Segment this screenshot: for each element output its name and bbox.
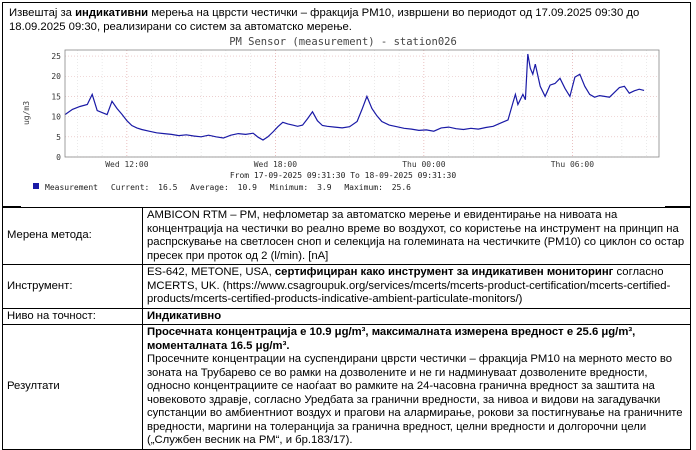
info-table xyxy=(2,207,691,450)
table-row-results xyxy=(3,325,691,450)
table-row-accuracy xyxy=(3,308,691,325)
y-tick-label: 15 xyxy=(51,92,61,102)
report-header-box xyxy=(2,2,691,207)
legend-average-value: 10.9 xyxy=(237,183,257,192)
instrument-label: Инструмент: xyxy=(3,265,143,309)
table-row-instrument xyxy=(3,265,691,309)
intro-text xyxy=(9,6,689,34)
results-summary: Просечната концентрација е 10.9 μg/m³, максималната измерена вредност е 25.6 μg/m³, моменталната 16.5 μg/m³. xyxy=(147,326,636,352)
y-tick-label: 5 xyxy=(56,132,61,142)
x-tick-label: Wed 18:00 xyxy=(253,160,298,169)
legend-current-value: 16.5 xyxy=(158,183,178,192)
intro-part-1: Извештај за xyxy=(9,7,76,19)
results-value xyxy=(143,325,691,450)
instrument-value xyxy=(143,265,691,309)
legend-series-name: Measurement xyxy=(45,183,98,192)
pm-sensor-chart xyxy=(21,33,665,209)
chart-title: PM Sensor (measurement) - station026 xyxy=(229,36,457,48)
legend-maximum-value: 25.6 xyxy=(391,183,411,192)
instrument-cert-bold: сертифициран како инструмент за индикативен мониторинг xyxy=(274,266,614,278)
chart-legend xyxy=(45,183,411,192)
intro-part-2: мерења на цврсти честички – фракција PM10, извршени во периодот од 17.09.2025 09:30 до 18.09.2025 09:30, реализирани со систем за автоматско мерење. xyxy=(9,7,640,33)
results-label: Резултати xyxy=(3,325,143,450)
results-body: Просечните концентрации на суспендирани цврсти честички – фракција PM10 на мерното место во зоната на Трубарево се во рамки на дозволените и не ги надминуваат дозволените вредности, односно концентрациите се наоѓаат во рамките на 24-часовна гранична вредност за заштита на човековото здравје, согласно Уредбата за гранични вредности, за нивоа и видови на загадувачки супстанции во амбиентниот воздух и прагови на алармирање, рокови за постигнување на граничните вредности, маргини на толеранција за гранична вредност, целни вредности и долгорочни цели („Службен весник на РМ“, и бр.183/17). xyxy=(147,353,683,446)
x-tick-label: Wed 12:00 xyxy=(105,160,149,169)
legend-maximum-label: Maximum: xyxy=(344,183,383,192)
legend-minimum-label: Minimum: xyxy=(269,183,309,192)
instrument-text-1: ES-642, METONE, USA, xyxy=(147,266,275,278)
y-axis-label: ug/m3 xyxy=(22,100,31,126)
intro-bold-indicative: индикативни xyxy=(75,7,149,19)
accuracy-value: Индикативно xyxy=(143,308,691,325)
legend-swatch xyxy=(33,183,39,189)
y-tick-label: 0 xyxy=(56,153,61,162)
chart-range-text: From 17-09-2025 09:31:30 To 18-09-2025 09:31:30 xyxy=(229,171,457,180)
y-tick-label: 20 xyxy=(51,72,61,82)
accuracy-label: Ниво на точност: xyxy=(3,308,143,325)
chart-svg xyxy=(21,33,665,209)
legend-current-label: Current: xyxy=(110,183,150,192)
legend-average-label: Average: xyxy=(190,183,229,192)
table-row-method xyxy=(3,208,691,265)
method-label: Мерена метода: xyxy=(3,208,143,265)
method-value: AMBICON RTM – PM, нефлометар за автоматско мерење и евидентирање на нивоата на концентрација на честички во реално време во воздухот, со користење на инструмент на принцип на распрскување на светлосен сноп и селекција на големината на честичките (PM10) со циклон со остар пресек при проток од 2 (l/min). [nA] xyxy=(143,208,691,265)
instrument-text-2: согласно MCERTS, UK. (https://www.csagroupuk.org/services/mcerts/mcerts-product-certification/mcerts-certified-products/mcerts-certified-products-indicative-ambient-particulate-monitors/) xyxy=(147,266,671,305)
y-tick-label: 25 xyxy=(51,52,61,62)
legend-minimum-value: 3.9 xyxy=(317,183,332,192)
x-tick-label: Thu 06:00 xyxy=(550,160,595,169)
x-tick-label: Thu 00:00 xyxy=(402,160,446,169)
y-tick-label: 10 xyxy=(51,112,61,122)
